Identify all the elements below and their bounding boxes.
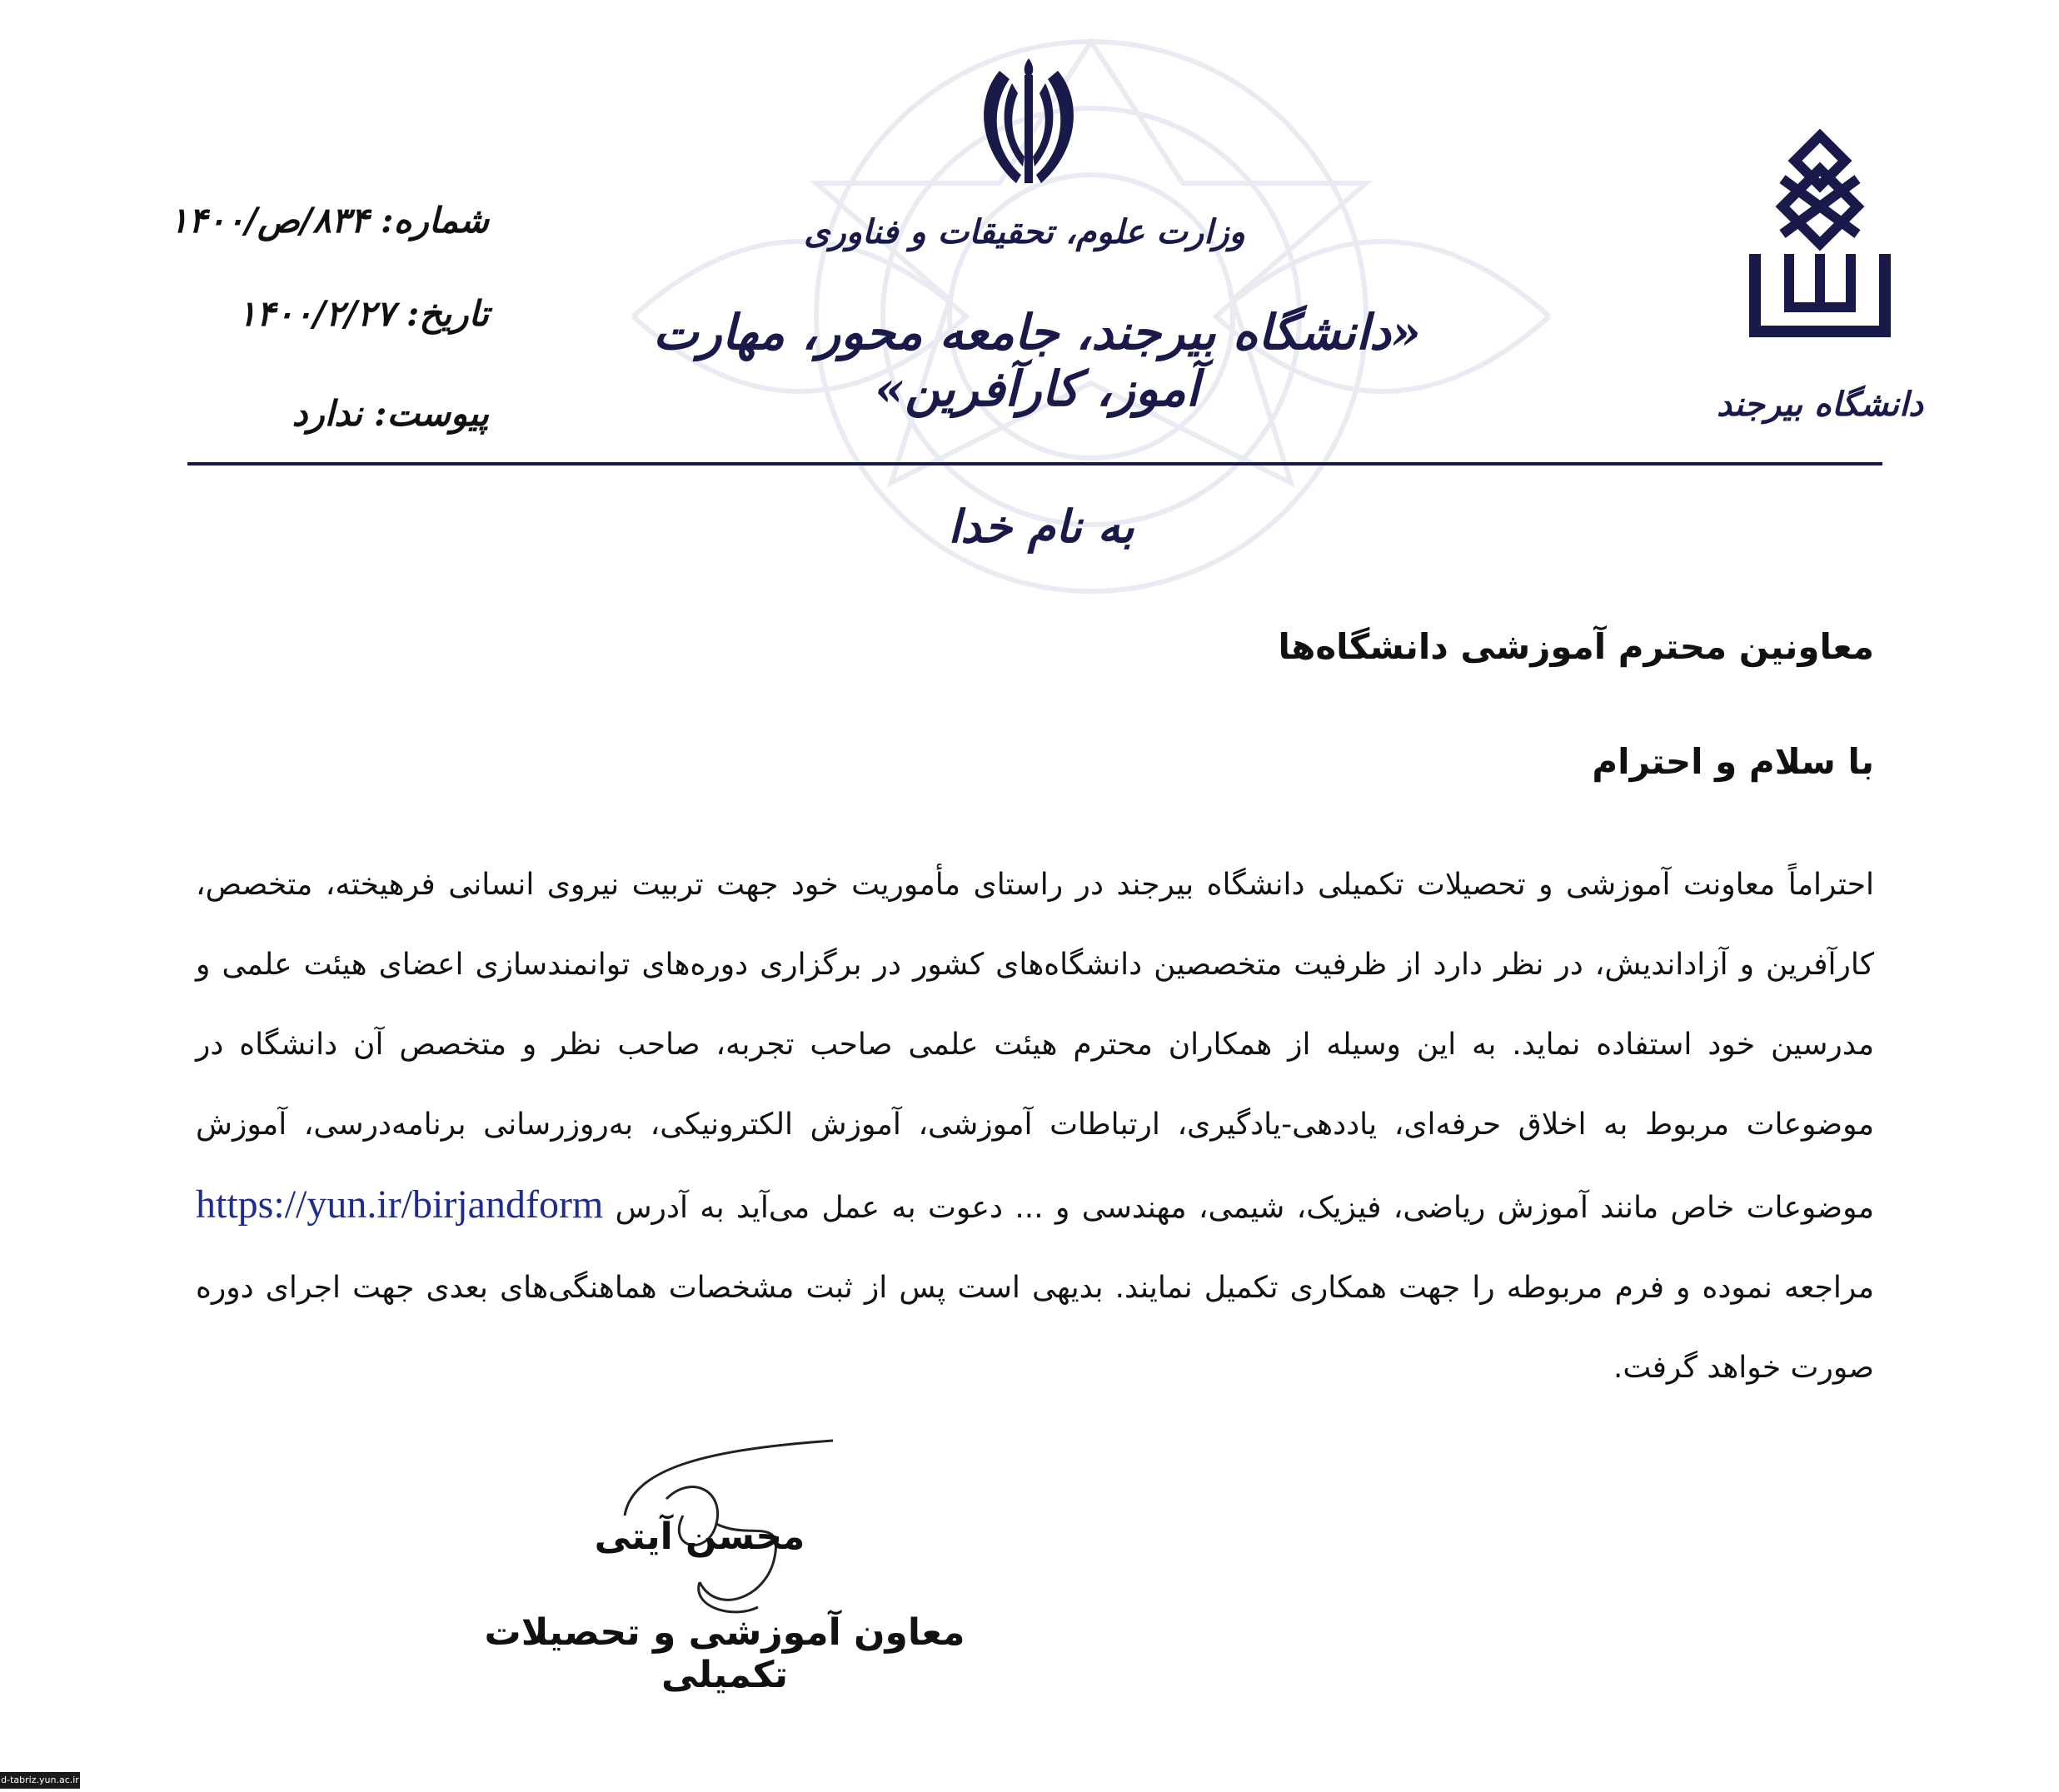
university-slogan: «دانشگاه بیرجند، جامعه محور، مهارت آموز، کارآفرین» [652,304,1422,417]
letter-number [169,200,489,241]
letter-attachment-value: ندارد [292,393,362,434]
iran-emblem-icon [966,50,1091,192]
letter-number-label: شماره: [380,200,489,241]
letter-date-label: تاریخ: [406,293,489,334]
header-divider [187,462,1882,465]
form-link[interactable]: https://yun.ir/birjandform [196,1182,604,1227]
letter-attachment-label: پیوست: [374,393,489,434]
footer-stamp: d-tabriz.yun.ac.ir [0,1772,80,1789]
greeting: با سلام و احترام [1592,741,1874,782]
signer-name: محسن آیتی [594,1516,805,1558]
university-of-birjand-logo-icon [1732,129,1907,346]
letter-body [196,845,1874,1408]
letter-attachment [189,393,489,434]
university-logo-text: دانشگاه بیرجند [1717,385,1923,424]
ministry-line: وزارت علوم، تحقیقات و فناوری [804,212,1245,251]
signer-title: معاون آموزشی و تحصیلات تکمیلی [484,1611,965,1696]
bismillah: به نام خدا [948,500,1134,553]
body-text-closing: مراجعه نموده و فرم مربوطه را جهت همکاری تکمیل نمایند. بدیهی است پس از ثبت مشخصات هماهنگی‌های بعدی جهت اجرای دوره صورت خواهد گرفت. [196,1271,1874,1385]
addressee: معاونین محترم آموزشی دانشگاه‌ها [1278,626,1874,667]
letter-date [189,293,489,334]
letter-number-value: ۸۳۴/ص/۱۴۰۰ [169,200,369,241]
letter-date-value: ۱۴۰۰/۲/۲۷ [237,293,395,334]
body-text-intro: احتراماً معاونت آموزشی و تحصیلات تکمیلی دانشگاه بیرجند در راستای مأموریت خود جهت تربیت نیروی انسانی فرهیخته، متخصص، کارآفرین و آزاداندیش، در نظر دارد از ظرفیت متخصصین دانشگاه‌های کشور در برگزاری دوره‌های توانمندسازی اعضای هیئت علمی و مدرسین خود استفاده نماید. به این وسیله از همکاران محترم هیئت علمی صاحب تجربه، صاحب نظر و متخصص آن دانشگاه در موضوعات مربوط به اخلاق حرفه‌ای، یاددهی-یادگیری، ارتباطات آموزشی، آموزش الکترونیکی، به‌روزرسانی برنامه‌درسی، آموزش موضوعات خاص مانند آموزش ریاضی، فیزیک، شیمی، مهندسی و ... دعوت به عمل می‌آید به آدرس [196,868,1874,1225]
